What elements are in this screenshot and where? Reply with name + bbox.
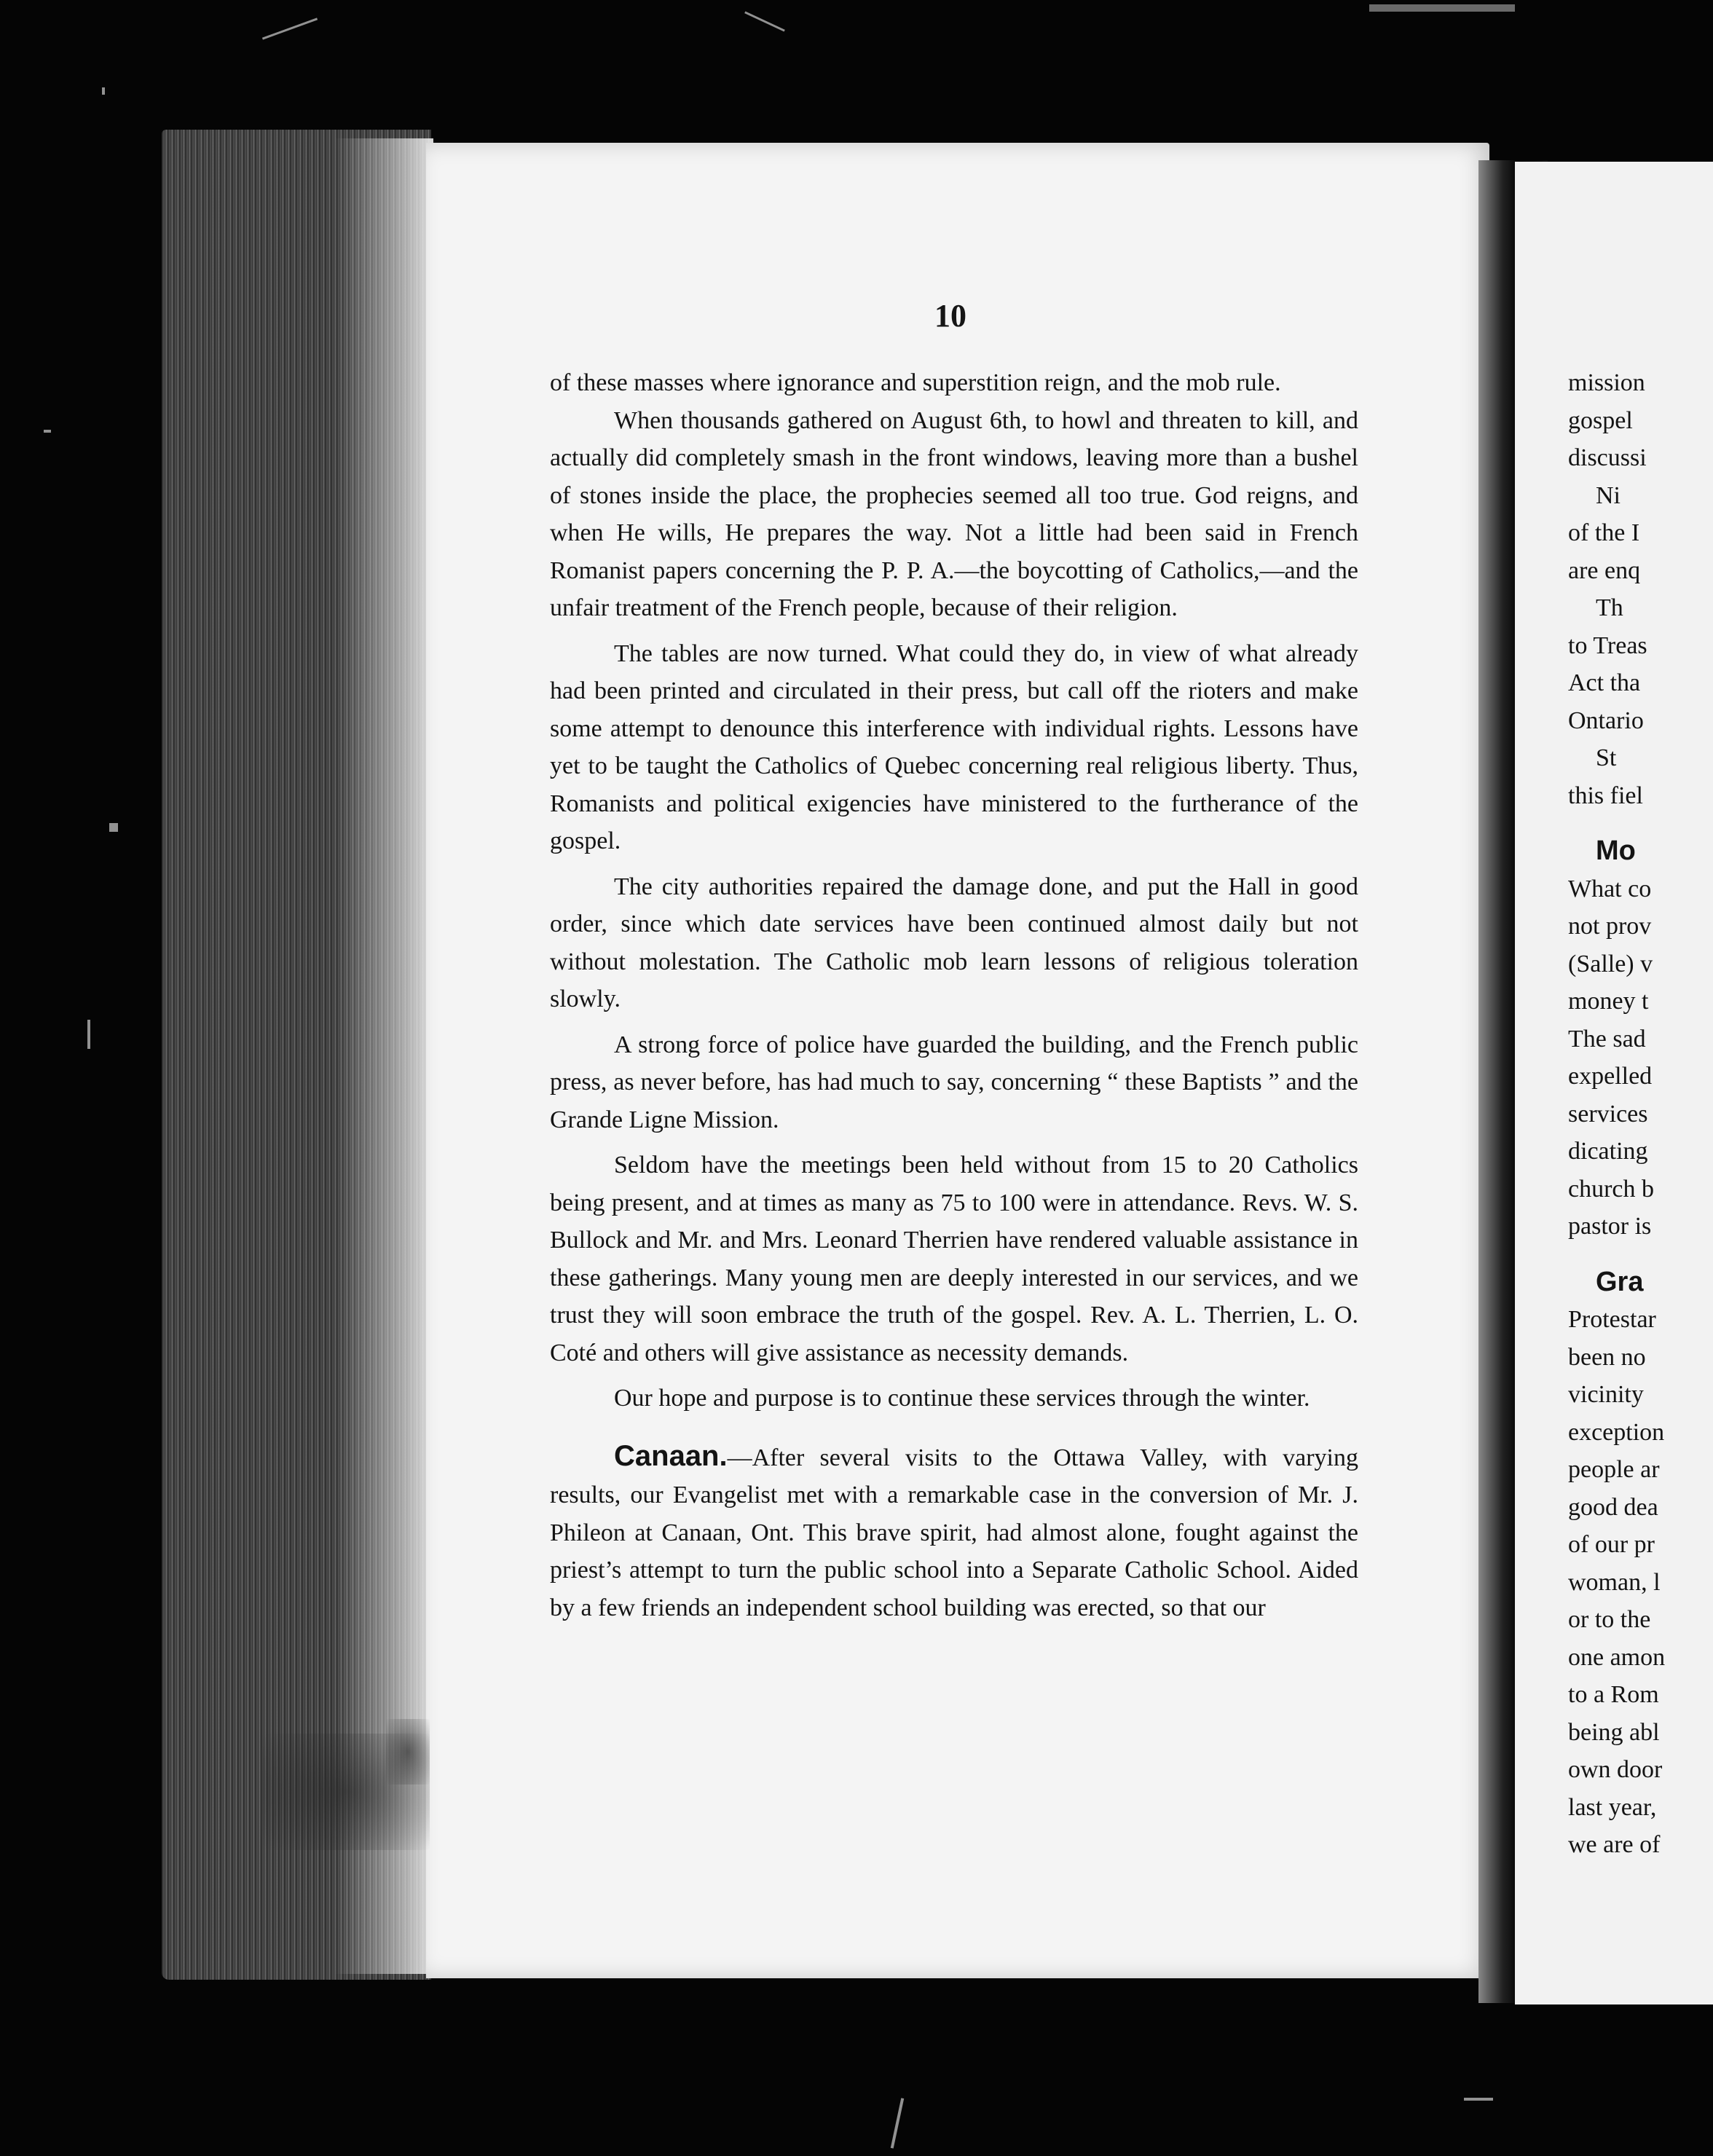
dust-speck bbox=[109, 823, 118, 832]
right-line: this fiel bbox=[1568, 782, 1643, 809]
paragraph: Our hope and purpose is to continue these services through the winter. bbox=[614, 1385, 1310, 1412]
right-line: (Salle) v bbox=[1568, 950, 1653, 977]
right-line: not prov bbox=[1568, 913, 1652, 940]
right-page-text bbox=[1568, 364, 1713, 1864]
page-edge-fade bbox=[335, 138, 433, 1974]
canaan-text: —After several visits to the Ottawa Valley, with varying results, our Evangelist met with a remarkable case in the conversion of Mr. J. Phileon at Canaan, Ont. This brave spirit, had almost alone, fought against the priest’s attempt to turn the public school into a Separate Catholic School. Aided by a few friends an independent school building was erected, so that our bbox=[550, 1444, 1358, 1621]
canaan-paragraph bbox=[550, 1438, 1358, 1627]
right-line: of the I bbox=[1568, 519, 1640, 546]
paragraph: Seldom have the meetings been held without from 15 to 20 Catholics being present, and at times as many as 75 to 100 were in attendance. Revs. W. S. Bullock and Mr. and Mrs. Leonard Therrien have rendered valuable assistance in these gatherings. Many young men are deeply interested in our services, and we trust they will soon embrace the truth of the gospel. Rev. A. L. Therrien, L. O. Coté and others will give assistance as necessity demands. bbox=[550, 1152, 1358, 1366]
right-line: of our pr bbox=[1568, 1531, 1655, 1558]
dust-speck bbox=[1464, 2098, 1493, 2101]
right-line: services bbox=[1568, 1100, 1648, 1128]
section-heading-canaan: Canaan. bbox=[614, 1439, 728, 1472]
right-line: gospel bbox=[1568, 406, 1633, 434]
right-line: to Treas bbox=[1568, 632, 1647, 659]
right-line: been no bbox=[1568, 1343, 1646, 1371]
dust-speck bbox=[102, 87, 105, 95]
right-line: pastor is bbox=[1568, 1213, 1652, 1240]
right-line: we are of bbox=[1568, 1831, 1661, 1858]
right-line: Th bbox=[1596, 594, 1623, 621]
right-line: good dea bbox=[1568, 1493, 1658, 1521]
right-line: expelled bbox=[1568, 1063, 1653, 1090]
paragraph: of these masses where ignorance and superstition reign, and the mob rule. bbox=[550, 369, 1281, 396]
right-line: Act tha bbox=[1568, 669, 1641, 696]
right-line: to a Rom bbox=[1568, 1681, 1659, 1708]
right-line: are enq bbox=[1568, 556, 1641, 584]
page-number: 10 bbox=[934, 298, 966, 334]
right-line: discussi bbox=[1568, 444, 1647, 471]
dust-speck bbox=[1369, 4, 1515, 12]
main-text-column bbox=[550, 364, 1358, 1626]
right-line: vicinity bbox=[1568, 1381, 1644, 1408]
right-line: or to the bbox=[1568, 1606, 1651, 1633]
paragraph: The city authorities repaired the damage done, and put the Hall in good order, since which date services have been continued almost daily but not without molestation. The Catholic mob learn lessons of religious toleration slowly. bbox=[550, 873, 1358, 1012]
right-line: Ontario bbox=[1568, 707, 1644, 734]
right-line: St bbox=[1596, 744, 1617, 771]
right-line: What co bbox=[1568, 875, 1652, 902]
right-line: exception bbox=[1568, 1418, 1665, 1446]
right-section-heading: Gra bbox=[1596, 1266, 1644, 1297]
right-line: one amon bbox=[1568, 1643, 1666, 1671]
dust-speck bbox=[44, 430, 51, 433]
paragraph: When thousands gathered on August 6th, to howl and threaten to kill, and actually did completely smash in the front windows, leaving more than a bushel of stones inside the place, the prophecies seemed all too true. God reigns, and when He wills, He prepares the way. Not a little had been said in French Romanist papers concerning the P. P. A.—the boycotting of Catholics,—and the unfair treatment of the French people, because of their religion. bbox=[550, 406, 1358, 621]
right-line: Protestar bbox=[1568, 1306, 1656, 1333]
right-line: money t bbox=[1568, 988, 1649, 1015]
right-line: people ar bbox=[1568, 1456, 1660, 1483]
right-line: The sad bbox=[1568, 1025, 1646, 1053]
right-line: church b bbox=[1568, 1175, 1655, 1203]
right-line: dicating bbox=[1568, 1138, 1648, 1165]
paragraph: A strong force of police have guarded the building, and the French public press, as never before, has had much to say, concerning “ these Baptists ” and the Grande Ligne Mission. bbox=[550, 1031, 1358, 1133]
right-line: last year, bbox=[1568, 1793, 1657, 1821]
right-line: being abl bbox=[1568, 1718, 1660, 1746]
right-line: woman, l bbox=[1568, 1568, 1661, 1596]
right-line: own door bbox=[1568, 1756, 1663, 1783]
right-section-heading: Mo bbox=[1596, 835, 1636, 866]
dust-speck bbox=[87, 1020, 90, 1049]
right-line: mission bbox=[1568, 369, 1645, 396]
paragraph: The tables are now turned. What could they do, in view of what already had been printed and circulated in their press, but call off the rioters and make some attempt to denounce this interference with individual rights. Lessons have yet to be taught the Catholics of Quebec concerning real religious liberty. Thus, Romanists and political exigencies have ministered to the furtherance of the gospel. bbox=[550, 640, 1358, 854]
right-line: Ni bbox=[1596, 481, 1621, 509]
ink-smudge bbox=[386, 1719, 430, 1785]
